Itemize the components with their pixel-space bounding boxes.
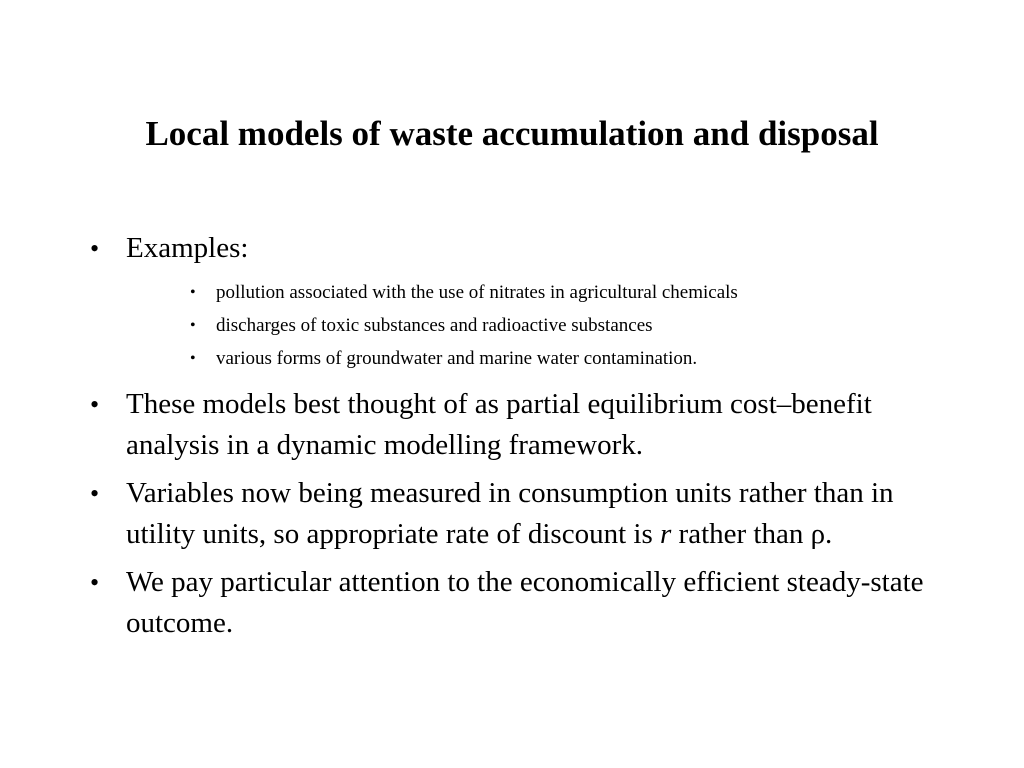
bullet-text-before: Variables now being measured in consumption units rather than in utility units, so appropriate rate of discount is: [126, 477, 894, 550]
sub-bullet-dot: •: [190, 284, 196, 301]
sub-bullet-dot: •: [190, 317, 196, 334]
bullet-text: These models best thought of as partial equilibrium cost–benefit analysis in a dynamic modelling framework.: [126, 388, 872, 461]
bullet-steady-state: [90, 562, 950, 644]
sub-bullet: [186, 342, 950, 375]
bullet-dot: •: [90, 479, 100, 508]
slide-content: [90, 228, 950, 651]
sub-bullet: [186, 276, 950, 309]
bullet-discount-rate: [90, 473, 950, 555]
slide-title: Local models of waste accumulation and disposal: [145, 114, 879, 153]
bullet-dot: •: [90, 568, 100, 597]
sub-bullet-text: pollution associated with the use of nitrates in agricultural chemicals: [216, 282, 738, 303]
examples-sublist: [186, 276, 950, 375]
bullet-examples: [90, 228, 950, 269]
sub-bullet-dot: •: [190, 350, 196, 367]
bullet-partial-equilibrium: [90, 384, 950, 466]
sub-bullet-text: discharges of toxic substances and radioactive substances: [216, 315, 653, 336]
bullet-text-italic-r: r: [660, 518, 672, 550]
bullet-dot: •: [90, 234, 100, 263]
bullet-text: We pay particular attention to the economically efficient steady-state outcome.: [126, 566, 924, 639]
bullet-text: Examples:: [126, 232, 249, 264]
sub-bullet-text: various forms of groundwater and marine water contamination.: [216, 348, 698, 369]
sub-bullet: [186, 309, 950, 342]
bullet-text-after: rather than ρ.: [671, 518, 833, 550]
bullet-dot: •: [90, 390, 100, 419]
